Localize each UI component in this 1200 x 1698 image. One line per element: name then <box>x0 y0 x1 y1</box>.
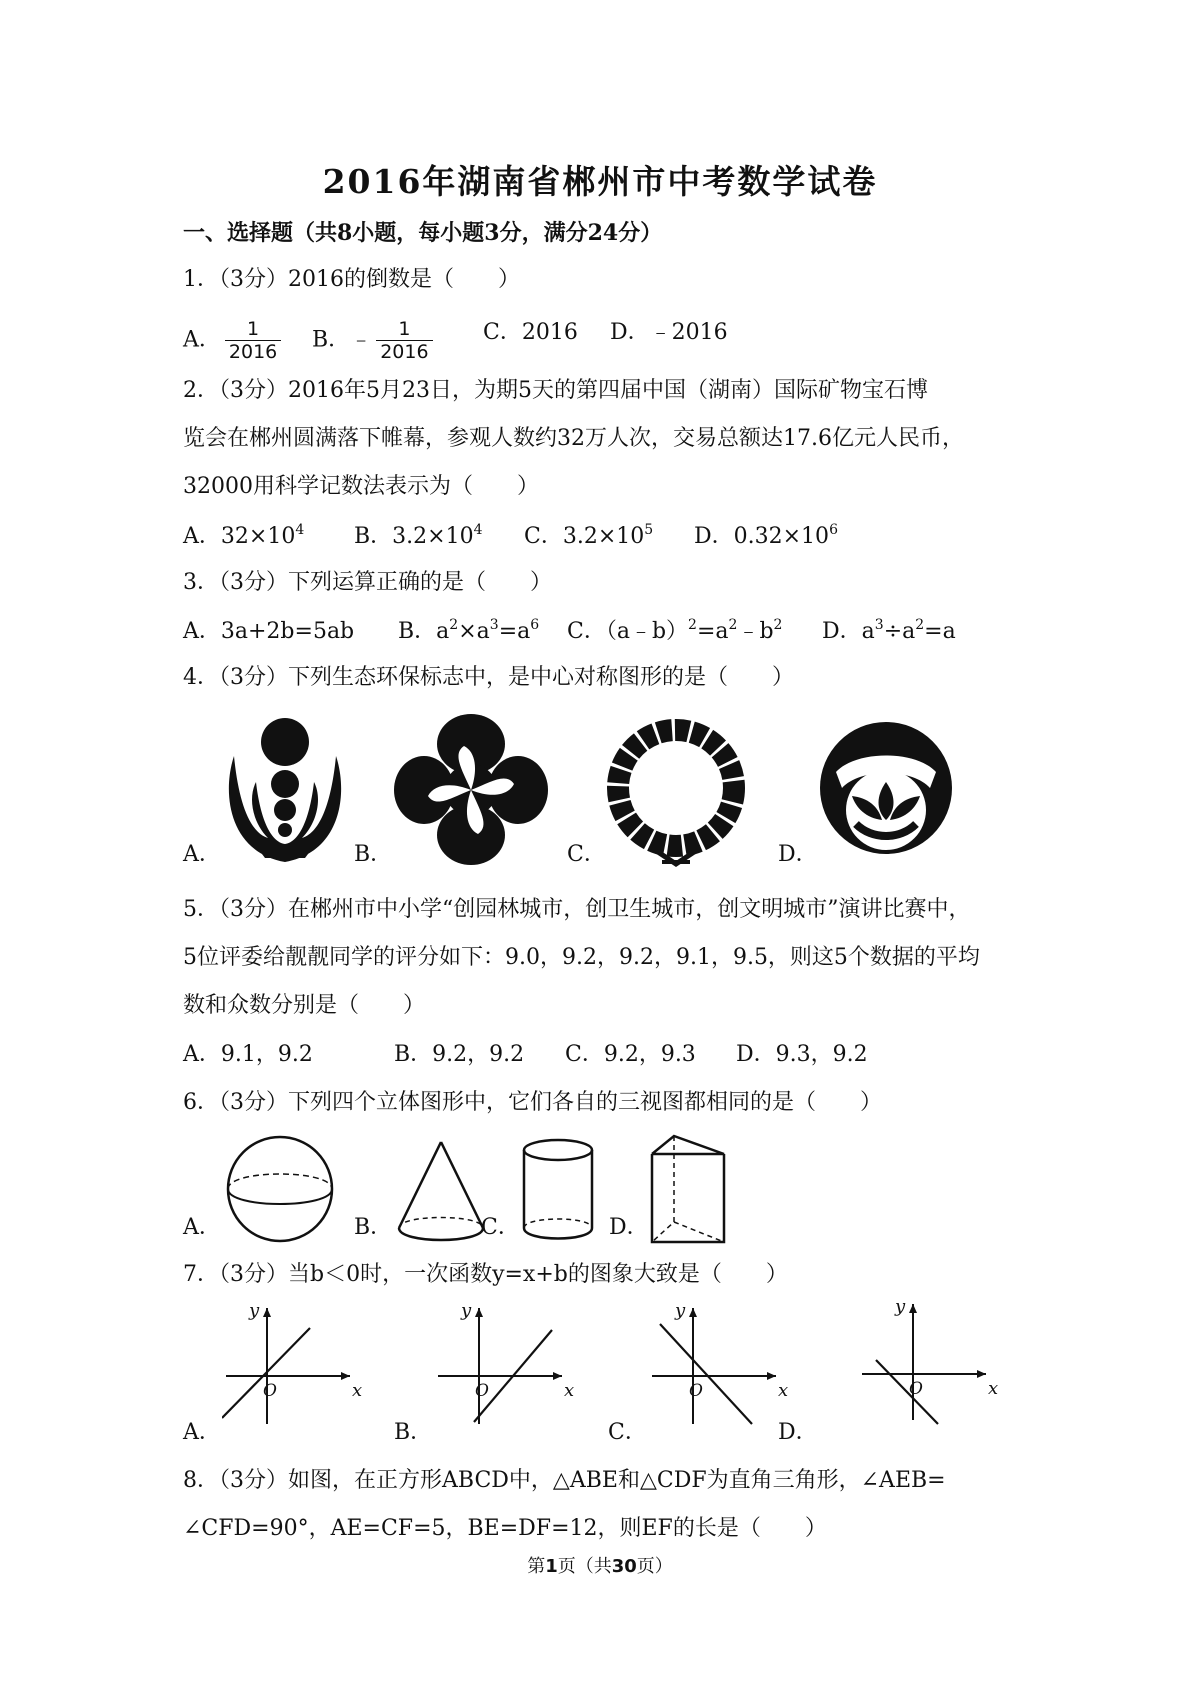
origin-label: O <box>909 1379 923 1399</box>
question-1-stem: 1．（3分）2016的倒数是（ ） <box>183 267 520 292</box>
eco-logo-d-image <box>816 712 956 864</box>
question-5-line-1: 5．（3分）在郴州市中小学“创园林城市，创卫生城市，创文明城市”演讲比赛中， <box>183 897 971 922</box>
q7-option-a-label: A． <box>183 1420 221 1445</box>
graph-c-axes <box>652 1300 788 1424</box>
question-4-stem: 4．（3分）下列生态环保标志中，是中心对称图形的是（ ） <box>183 665 794 690</box>
question-8-line-2: ∠CFD=90°，AE=CF=5，BE=DF=12，则EF的长是（ ） <box>183 1516 827 1541</box>
q1-option-b: B．﹣ $\frac{1}{2016}$ <box>312 318 437 363</box>
triangular-prism-image <box>648 1132 728 1246</box>
q4-option-d-label: D． <box>778 842 818 867</box>
graph-b-image <box>434 1300 574 1430</box>
origin-label: O <box>689 1381 703 1401</box>
eco-logo-c-image <box>602 712 750 872</box>
y-axis-label: y <box>675 1300 686 1321</box>
x-axis-label: x <box>778 1380 788 1401</box>
q2-option-a: A．$32\times 10^4$ <box>183 522 305 549</box>
origin-label: O <box>263 1381 277 1401</box>
question-3-stem: 3．（3分）下列运算正确的是（ ） <box>183 570 552 595</box>
q7-option-b-label: B． <box>394 1420 433 1445</box>
q1-option-a: A． $\frac{1}{2016}$ <box>183 318 285 363</box>
cone-image <box>393 1138 489 1246</box>
q6-option-c-label: C． <box>481 1215 520 1240</box>
question-2-line-3: 32000用科学记数法表示为（ ） <box>183 474 539 499</box>
q4-option-a-label: A． <box>183 842 221 867</box>
eco-logo-b-image <box>392 712 550 867</box>
page-title: 2016年湖南省郴州市中考数学试卷 <box>322 162 878 201</box>
q7-option-c-label: C． <box>608 1420 647 1445</box>
y-axis-label: y <box>895 1296 906 1317</box>
q5-option-c: C．9.2，9.3 <box>565 1042 696 1067</box>
graph-c-image <box>648 1300 788 1430</box>
question-7-stem: 7．（3分）当b＜0时，一次函数y=x+b的图象大致是（ ） <box>183 1262 788 1287</box>
graph-a-image <box>222 1300 362 1430</box>
q2-option-d: D．$0.32\times 10^6$ <box>694 522 838 549</box>
origin-label: O <box>475 1381 489 1401</box>
fraction: $\frac{1}{2016}$ <box>225 318 281 363</box>
question-2-line-1: 2．（3分）2016年5月23日，为期5天的第四届中国（湖南）国际矿物宝石博 <box>183 378 928 403</box>
q3-option-b: B．$a^2\times a^3=a^6$ <box>398 617 540 644</box>
q2-option-b: B．$3.2\times 10^4$ <box>354 522 483 549</box>
graph-d-image <box>858 1296 998 1430</box>
x-axis-label: x <box>988 1378 998 1399</box>
cylinder-image <box>520 1136 596 1244</box>
graph-a-axes <box>222 1300 362 1424</box>
q6-option-b-label: B． <box>354 1215 393 1240</box>
q3-option-c: C．$(a﹣b)^2=a^2﹣b^2$ <box>567 617 783 644</box>
fraction: $\frac{1}{2016}$ <box>376 318 432 363</box>
q6-option-d-label: D． <box>609 1215 649 1240</box>
question-6-stem: 6．（3分）下列四个立体图形中，它们各自的三视图都相同的是（ ） <box>183 1090 882 1115</box>
x-axis-label: x <box>352 1380 362 1401</box>
q5-option-d: D．9.3，9.2 <box>736 1042 868 1067</box>
graph-d-axes <box>862 1296 998 1424</box>
q3-option-d: D．$a^3\div a^2=a$ <box>822 617 956 644</box>
section-heading: 一、选择题（共8小题，每小题3分，满分24分） <box>183 220 663 246</box>
q4-option-c-label: C． <box>567 842 606 867</box>
q3-option-a: A．3a+2b=5ab <box>183 619 355 644</box>
q1-option-d: D．﹣2016 <box>610 320 728 345</box>
q5-option-a: A．9.1，9.2 <box>183 1042 313 1067</box>
question-8-line-1: 8．（3分）如图，在正方形ABCD中，△ABE和△CDF为直角三角形，∠AEB= <box>183 1468 946 1493</box>
q2-option-c: C．$3.2\times 10^5$ <box>524 522 654 549</box>
sphere-image <box>224 1133 336 1245</box>
eco-logo-a-image <box>222 712 352 870</box>
q6-option-a-label: A． <box>183 1215 221 1240</box>
x-axis-label: x <box>564 1380 574 1401</box>
q7-option-d-label: D． <box>778 1420 818 1445</box>
q5-option-b: B．9.2，9.2 <box>394 1042 525 1067</box>
graph-b-axes <box>438 1300 574 1424</box>
question-2-line-2: 览会在郴州圆满落下帷幕，参观人数约32万人次，交易总额达17.6亿元人民币， <box>183 426 964 451</box>
question-5-line-3: 数和众数分别是（ ） <box>183 993 426 1018</box>
question-5-line-2: 5位评委给靓靓同学的评分如下：9.0，9.2，9.2，9.1，9.5，则这5个数据的平均 <box>183 945 980 970</box>
q4-option-b-label: B． <box>354 842 393 867</box>
page-footer: 第1页（共30页） <box>527 1556 673 1577</box>
y-axis-label: y <box>461 1300 472 1321</box>
y-axis-label: y <box>249 1300 260 1321</box>
q1-option-c: C．2016 <box>483 320 578 345</box>
